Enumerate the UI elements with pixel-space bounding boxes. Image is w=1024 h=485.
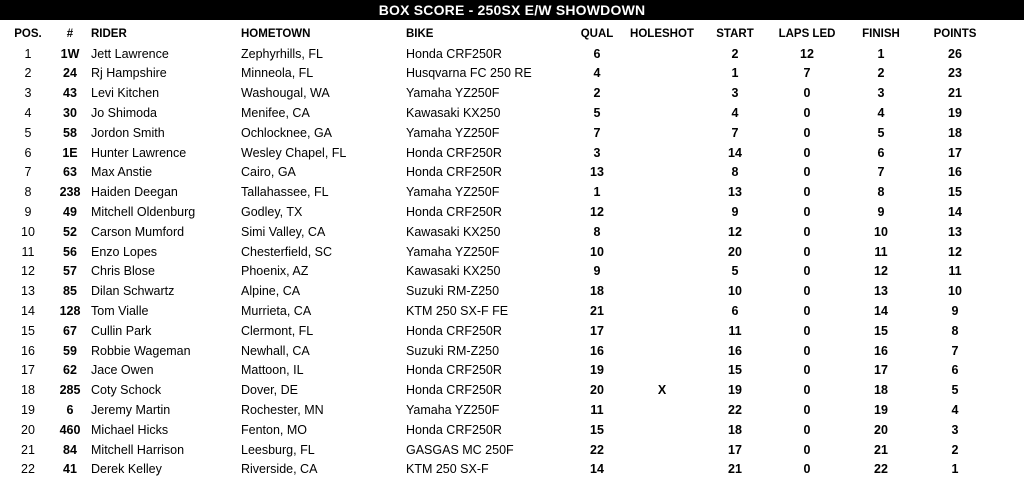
table-row	[0, 401, 1024, 421]
col-header-number: #	[66, 28, 74, 40]
cell-rider: Carson Mumford	[91, 224, 185, 239]
cell-start: 10	[728, 284, 742, 299]
table-row	[0, 183, 1024, 203]
cell-start: 11	[728, 323, 742, 338]
cell-rider: Jeremy Martin	[91, 402, 171, 417]
cell-hometown: Phoenix, AZ	[241, 264, 309, 279]
cell-qual: 11	[590, 402, 604, 417]
cell-start: 1	[731, 66, 739, 81]
cell-start: 18	[728, 422, 742, 437]
cell-qual: 16	[590, 343, 604, 358]
table-row	[0, 361, 1024, 381]
cell-finish: 1	[877, 46, 885, 61]
cell-laps-led: 0	[803, 303, 811, 318]
cell-laps-led: 7	[803, 66, 811, 81]
cell-bike: Honda CRF250R	[406, 165, 502, 180]
cell-finish: 18	[874, 383, 888, 398]
cell-rider: Robbie Wageman	[91, 343, 191, 358]
cell-laps-led: 0	[803, 224, 811, 239]
cell-qual: 12	[590, 204, 604, 219]
cell-finish: 10	[874, 224, 888, 239]
table-row	[0, 104, 1024, 124]
cell-rider: Levi Kitchen	[91, 86, 160, 101]
cell-laps-led: 0	[803, 383, 811, 398]
cell-bike: Honda CRF250R	[406, 363, 502, 378]
table-row	[0, 302, 1024, 322]
cell-bike: KTM 250 SX-F FE	[406, 303, 509, 318]
table-row	[0, 282, 1024, 302]
cell-laps-led: 0	[803, 185, 811, 200]
cell-points: 14	[948, 204, 962, 219]
cell-pos: 10	[21, 224, 35, 239]
cell-qual: 3	[593, 145, 601, 160]
cell-rider: Hunter Lawrence	[91, 145, 187, 160]
cell-rider: Dilan Schwartz	[91, 284, 175, 299]
col-header-points: POINTS	[933, 28, 977, 40]
cell-hometown: Simi Valley, CA	[241, 224, 326, 239]
cell-bike: Kawasaki KX250	[406, 105, 501, 120]
cell-points: 3	[951, 422, 959, 437]
cell-qual: 15	[590, 422, 604, 437]
cell-rider: Jordon Smith	[91, 125, 165, 140]
cell-points: 4	[951, 402, 959, 417]
cell-number: 238	[59, 185, 81, 200]
cell-hometown: Mattoon, IL	[241, 363, 304, 378]
cell-finish: 21	[874, 442, 888, 457]
cell-start: 7	[731, 125, 739, 140]
cell-rider: Cullin Park	[91, 323, 152, 338]
cell-rider: Jo Shimoda	[91, 105, 158, 120]
cell-points: 12	[948, 244, 962, 259]
cell-laps-led: 0	[803, 442, 811, 457]
cell-hometown: Tallahassee, FL	[241, 185, 329, 200]
table-row	[0, 45, 1024, 65]
cell-rider: Tom Vialle	[91, 303, 149, 318]
cell-number: 6	[66, 402, 74, 417]
table-row	[0, 381, 1024, 401]
cell-qual: 19	[590, 363, 604, 378]
cell-start: 17	[728, 442, 742, 457]
table-row	[0, 441, 1024, 461]
table-row	[0, 322, 1024, 342]
cell-number: 56	[63, 244, 77, 259]
cell-laps-led: 0	[803, 462, 811, 477]
col-header-qual: QUAL	[580, 28, 614, 40]
col-header-holeshot: HOLESHOT	[630, 28, 694, 40]
cell-number: 30	[63, 105, 77, 120]
cell-pos: 11	[21, 244, 35, 259]
cell-bike: Honda CRF250R	[406, 204, 502, 219]
cell-hometown: Godley, TX	[241, 204, 303, 219]
col-header-hometown: HOMETOWN	[241, 28, 311, 40]
cell-finish: 15	[874, 323, 888, 338]
cell-pos: 8	[24, 185, 32, 200]
cell-laps-led: 0	[803, 284, 811, 299]
cell-start: 12	[728, 224, 742, 239]
cell-pos: 2	[24, 66, 32, 81]
cell-hometown: Cairo, GA	[241, 165, 296, 180]
cell-points: 1	[951, 462, 959, 477]
cell-start: 21	[728, 462, 742, 477]
cell-bike: Kawasaki KX250	[406, 224, 501, 239]
cell-finish: 2	[877, 66, 885, 81]
cell-bike: Suzuki RM-Z250	[406, 284, 500, 299]
cell-number: 63	[63, 165, 77, 180]
cell-hometown: Murrieta, CA	[241, 303, 312, 318]
cell-pos: 22	[21, 462, 35, 477]
cell-pos: 17	[21, 363, 35, 378]
cell-rider: Coty Schock	[91, 383, 162, 398]
cell-bike: GASGAS MC 250F	[406, 442, 514, 457]
cell-bike: Honda CRF250R	[406, 422, 502, 437]
cell-qual: 18	[590, 284, 604, 299]
cell-bike: Honda CRF250R	[406, 145, 502, 160]
cell-rider: Rj Hampshire	[91, 66, 167, 81]
cell-bike: Yamaha YZ250F	[406, 185, 500, 200]
cell-pos: 13	[21, 284, 35, 299]
cell-qual: 22	[590, 442, 604, 457]
cell-start: 16	[728, 343, 742, 358]
table-row	[0, 64, 1024, 84]
table-row	[0, 421, 1024, 441]
cell-rider: Derek Kelley	[91, 462, 162, 477]
cell-rider: Haiden Deegan	[91, 185, 178, 200]
cell-bike: Honda CRF250R	[406, 383, 502, 398]
col-header-laps-led: LAPS LED	[778, 28, 836, 40]
cell-laps-led: 0	[803, 244, 811, 259]
cell-start: 19	[728, 383, 742, 398]
cell-hometown: Zephyrhills, FL	[241, 46, 323, 61]
cell-number: 24	[63, 66, 77, 81]
cell-bike: Yamaha YZ250F	[406, 402, 500, 417]
cell-points: 18	[948, 125, 962, 140]
cell-start: 3	[731, 86, 739, 101]
cell-number: 460	[59, 422, 81, 437]
cell-finish: 7	[877, 165, 885, 180]
cell-laps-led: 12	[800, 46, 814, 61]
cell-number: 58	[63, 125, 77, 140]
cell-finish: 19	[874, 402, 888, 417]
cell-finish: 6	[877, 145, 885, 160]
cell-pos: 19	[21, 402, 35, 417]
cell-hometown: Menifee, CA	[241, 105, 310, 120]
cell-number: 41	[63, 462, 77, 477]
cell-points: 11	[948, 264, 962, 279]
cell-laps-led: 0	[803, 422, 811, 437]
cell-pos: 12	[21, 264, 35, 279]
cell-points: 8	[951, 323, 959, 338]
cell-hometown: Leesburg, FL	[241, 442, 315, 457]
table-header	[0, 25, 1024, 45]
cell-rider: Jace Owen	[91, 363, 154, 378]
cell-finish: 20	[874, 422, 888, 437]
cell-rider: Max Anstie	[91, 165, 153, 180]
cell-pos: 9	[24, 204, 32, 219]
table-row	[0, 84, 1024, 104]
cell-laps-led: 0	[803, 145, 811, 160]
cell-qual: 1	[593, 185, 601, 200]
cell-hometown: Riverside, CA	[241, 462, 318, 477]
cell-hometown: Newhall, CA	[241, 343, 310, 358]
cell-start: 4	[731, 105, 739, 120]
cell-qual: 5	[593, 105, 601, 120]
cell-points: 7	[951, 343, 959, 358]
cell-finish: 9	[877, 204, 885, 219]
cell-number: 59	[63, 343, 77, 358]
cell-number: 128	[59, 303, 81, 318]
cell-number: 57	[63, 264, 77, 279]
cell-bike: Kawasaki KX250	[406, 264, 501, 279]
cell-bike: Yamaha YZ250F	[406, 125, 500, 140]
cell-pos: 6	[24, 145, 32, 160]
cell-number: 1W	[60, 46, 80, 61]
table-row	[0, 460, 1024, 480]
cell-start: 20	[728, 244, 742, 259]
cell-qual: 7	[593, 125, 601, 140]
cell-finish: 22	[874, 462, 888, 477]
cell-number: 62	[63, 363, 77, 378]
cell-points: 19	[948, 105, 962, 120]
cell-start: 5	[731, 264, 739, 279]
cell-qual: 13	[590, 165, 604, 180]
cell-qual: 8	[593, 224, 601, 239]
page-title: BOX SCORE - 250SX E/W SHOWDOWN	[0, 0, 1024, 20]
table-row	[0, 124, 1024, 144]
cell-finish: 3	[877, 86, 885, 101]
cell-number: 43	[63, 86, 77, 101]
cell-pos: 7	[24, 165, 32, 180]
cell-points: 16	[948, 165, 962, 180]
cell-qual: 14	[590, 462, 604, 477]
cell-hometown: Wesley Chapel, FL	[241, 145, 347, 160]
cell-bike: Honda CRF250R	[406, 323, 502, 338]
table-row	[0, 203, 1024, 223]
col-header-start: START	[716, 28, 754, 40]
table-row	[0, 144, 1024, 164]
cell-points: 21	[948, 86, 962, 101]
cell-bike: Husqvarna FC 250 RE	[406, 66, 532, 81]
cell-finish: 14	[874, 303, 888, 318]
cell-hometown: Chesterfield, SC	[241, 244, 333, 259]
cell-qual: 2	[593, 86, 601, 101]
cell-pos: 1	[24, 46, 32, 61]
cell-points: 5	[951, 383, 959, 398]
cell-rider: Mitchell Harrison	[91, 442, 185, 457]
cell-finish: 4	[877, 105, 885, 120]
cell-points: 15	[948, 185, 962, 200]
cell-start: 15	[728, 363, 742, 378]
cell-number: 49	[63, 204, 77, 219]
col-header-pos: POS.	[14, 28, 42, 40]
cell-pos: 20	[21, 422, 35, 437]
cell-laps-led: 0	[803, 165, 811, 180]
cell-number: 52	[63, 224, 77, 239]
cell-laps-led: 0	[803, 204, 811, 219]
cell-hometown: Ochlocknee, GA	[241, 125, 333, 140]
cell-qual: 6	[593, 46, 601, 61]
cell-hometown: Minneola, FL	[241, 66, 314, 81]
cell-points: 2	[951, 442, 959, 457]
cell-bike: Honda CRF250R	[406, 46, 502, 61]
cell-bike: KTM 250 SX-F	[406, 462, 489, 477]
cell-points: 26	[948, 46, 962, 61]
cell-bike: Suzuki RM-Z250	[406, 343, 500, 358]
col-header-bike: BIKE	[406, 28, 434, 40]
cell-hometown: Clermont, FL	[241, 323, 314, 338]
cell-start: 9	[731, 204, 739, 219]
col-header-finish: FINISH	[862, 28, 900, 40]
cell-points: 13	[948, 224, 962, 239]
cell-laps-led: 0	[803, 323, 811, 338]
cell-start: 2	[731, 46, 739, 61]
cell-laps-led: 0	[803, 264, 811, 279]
cell-pos: 16	[21, 343, 35, 358]
cell-points: 10	[948, 284, 962, 299]
cell-laps-led: 0	[803, 105, 811, 120]
cell-hometown: Fenton, MO	[241, 422, 307, 437]
cell-qual: 4	[593, 66, 601, 81]
cell-number: 67	[63, 323, 77, 338]
cell-finish: 16	[874, 343, 888, 358]
cell-qual: 20	[590, 383, 604, 398]
cell-points: 6	[951, 363, 959, 378]
cell-rider: Jett Lawrence	[91, 46, 169, 61]
cell-number: 84	[63, 442, 77, 457]
cell-qual: 10	[590, 244, 604, 259]
cell-start: 13	[728, 185, 742, 200]
cell-pos: 14	[21, 303, 35, 318]
table-row	[0, 163, 1024, 183]
cell-bike: Yamaha YZ250F	[406, 244, 500, 259]
cell-laps-led: 0	[803, 402, 811, 417]
cell-points: 23	[948, 66, 962, 81]
cell-rider: Michael Hicks	[91, 422, 169, 437]
cell-holeshot: X	[657, 383, 667, 398]
cell-points: 9	[951, 303, 959, 318]
cell-hometown: Washougal, WA	[241, 86, 330, 101]
cell-laps-led: 0	[803, 86, 811, 101]
cell-finish: 13	[874, 284, 888, 299]
cell-finish: 8	[877, 185, 885, 200]
cell-finish: 11	[874, 244, 888, 259]
cell-qual: 9	[593, 264, 601, 279]
cell-qual: 21	[590, 303, 604, 318]
cell-laps-led: 0	[803, 125, 811, 140]
table-row	[0, 342, 1024, 362]
table-row	[0, 262, 1024, 282]
cell-rider: Mitchell Oldenburg	[91, 204, 196, 219]
cell-pos: 21	[21, 442, 35, 457]
cell-rider: Enzo Lopes	[91, 244, 158, 259]
cell-hometown: Rochester, MN	[241, 402, 324, 417]
cell-rider: Chris Blose	[91, 264, 155, 279]
cell-pos: 18	[21, 383, 35, 398]
cell-number: 285	[59, 383, 81, 398]
cell-hometown: Dover, DE	[241, 383, 298, 398]
cell-pos: 15	[21, 323, 35, 338]
cell-bike: Yamaha YZ250F	[406, 86, 500, 101]
cell-pos: 4	[24, 105, 32, 120]
cell-finish: 17	[874, 363, 888, 378]
cell-start: 22	[728, 402, 742, 417]
cell-points: 17	[948, 145, 962, 160]
cell-pos: 5	[24, 125, 32, 140]
cell-qual: 17	[590, 323, 604, 338]
cell-pos: 3	[24, 86, 32, 101]
cell-start: 14	[728, 145, 742, 160]
cell-finish: 5	[877, 125, 885, 140]
cell-laps-led: 0	[803, 363, 811, 378]
table-row	[0, 243, 1024, 263]
cell-start: 6	[731, 303, 739, 318]
cell-number: 1E	[62, 145, 78, 160]
cell-hometown: Alpine, CA	[241, 284, 301, 299]
col-header-rider: RIDER	[91, 28, 127, 40]
cell-finish: 12	[874, 264, 888, 279]
table-row	[0, 223, 1024, 243]
cell-laps-led: 0	[803, 343, 811, 358]
cell-start: 8	[731, 165, 739, 180]
cell-number: 85	[63, 284, 77, 299]
